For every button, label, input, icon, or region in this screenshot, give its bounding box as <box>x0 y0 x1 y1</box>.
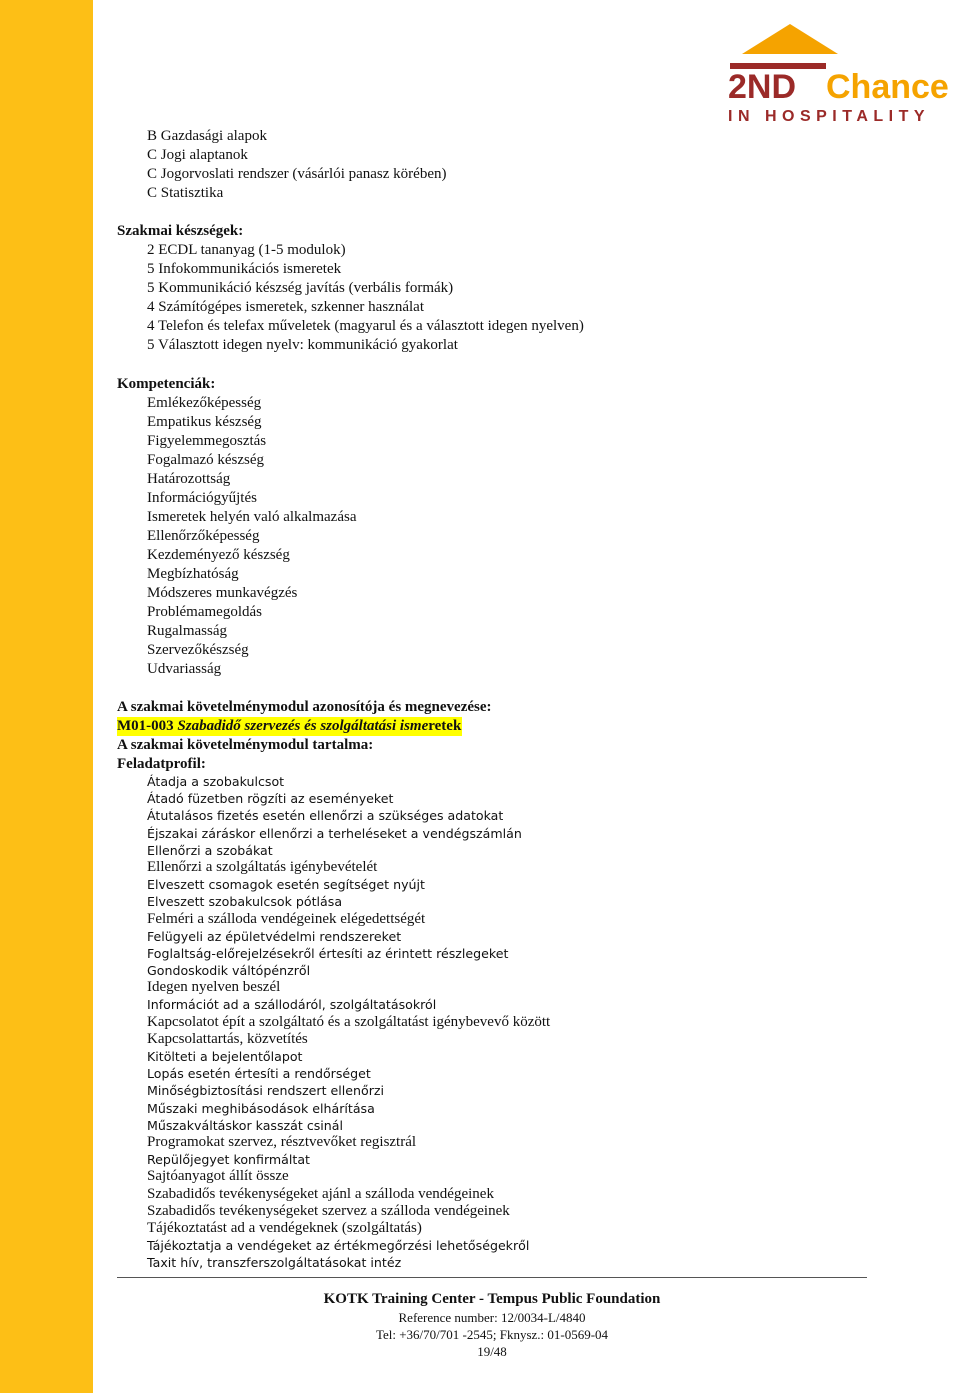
module-name-line <box>117 717 492 736</box>
roof-icon <box>742 24 838 54</box>
task-item: Tájékoztatja a vendégeket az értékmegőrzési lehetőségekről <box>147 1238 530 1254</box>
module-name-rest: retek <box>428 718 462 734</box>
task-item: Minőségbiztosítási rendszert ellenőrzi <box>147 1083 385 1099</box>
subject-item: C Jogi alaptanok <box>147 147 248 163</box>
task-item: Ellenőrzi a szobákat <box>147 842 273 858</box>
footer-divider <box>117 1277 867 1278</box>
competency-item: Információgyűjtés <box>147 490 257 506</box>
skill-item: 4 Telefon és telefax műveletek (magyarul és a választott idegen nyelven) <box>147 318 584 334</box>
task-item: Szabadidős tevékenységeket ajánl a szálloda vendégeinek <box>147 1185 494 1202</box>
skills-heading: Szakmai készségek: <box>117 223 244 239</box>
logo-2nd-text: 2ND <box>728 68 797 106</box>
task-item: Átadó füzetben rögzíti az eseményeket <box>147 791 394 807</box>
skill-item: 5 Választott idegen nyelv: kommunikáció gyakorlat <box>147 337 458 353</box>
module-code: M01-003 <box>117 718 174 734</box>
module-name-italic: Szabadidő szervezés és szolgáltatási isme <box>177 718 429 734</box>
task-item: Kapcsolatot épít a szolgáltató és a szolgáltatást igénybevevő között <box>147 1013 551 1030</box>
task-item: Átadja a szobakulcsot <box>147 774 285 789</box>
task-profile-heading: Feladatprofil: <box>117 756 206 772</box>
task-item: Átutalásos fizetés esetén ellenőrzi a szükséges adatokat <box>147 808 504 824</box>
page-number: 19/48 <box>477 1344 507 1359</box>
subject-item: B Gazdasági alapok <box>147 128 267 144</box>
subject-item: C Jogorvoslati rendszer (vásárlói panasz körében) <box>147 166 447 182</box>
task-item: Szabadidős tevékenységeket szervez a szálloda vendégeinek <box>147 1202 510 1219</box>
module-id-heading: A szakmai követelménymodul azonosítója és megnevezése: <box>117 699 492 715</box>
task-item: Sajtóanyagot állít össze <box>147 1168 289 1185</box>
page-footer <box>117 1290 867 1360</box>
competency-item: Problémamegoldás <box>147 604 262 620</box>
task-item: Idegen nyelven beszél <box>147 979 281 996</box>
skill-item: 4 Számítógépes ismeretek, szkenner használat <box>147 299 424 315</box>
left-accent-stripe <box>0 0 93 1393</box>
competency-item: Szervezőkészség <box>147 642 249 658</box>
competency-item: Módszeres munkavégzés <box>147 585 298 601</box>
module-content-heading: A szakmai követelménymodul tartalma: <box>117 737 374 753</box>
task-item: Elveszett csomagok esetén segítséget nyújt <box>147 877 425 893</box>
competencies-section <box>117 375 356 679</box>
skill-item: 5 Infokommunikációs ismeretek <box>147 261 342 277</box>
competency-item: Udvariasság <box>147 661 222 677</box>
task-item: Információt ad a szállodáról, szolgáltatásokról <box>147 997 437 1013</box>
task-item: Lopás esetén értesíti a rendőrséget <box>147 1066 371 1082</box>
task-item: Műszaki meghibásodások elhárítása <box>147 1100 375 1116</box>
competency-item: Kezdeményező készség <box>147 547 290 563</box>
footer-contact: Tel: +36/70/701 -2545; Fknysz.: 01-0569-04 <box>375 1327 609 1342</box>
competency-item: Ellenőrzőképesség <box>147 528 260 544</box>
task-item: Gondoskodik váltópénzről <box>147 963 311 979</box>
module-name-highlight <box>117 717 462 736</box>
task-item: Taxit hív, transzferszolgáltatásokat intéz <box>147 1255 402 1271</box>
task-item: Kitölteti a bejelentőlapot <box>147 1049 303 1064</box>
task-item: Elveszett szobakulcsok pótlása <box>147 894 343 910</box>
task-item: Tájékoztatást ad a vendégeknek (szolgáltatás) <box>147 1219 422 1236</box>
module-section <box>117 698 492 774</box>
task-item: Kapcsolattartás, közvetítés <box>147 1030 308 1047</box>
competency-item: Empatikus készség <box>147 414 262 430</box>
skill-item: 2 ECDL tananyag (1-5 modulok) <box>147 242 346 258</box>
task-item: Éjszakai záráskor ellenőrzi a terheléseket a vendégszámlán <box>147 825 522 841</box>
competency-item: Figyelemmegosztás <box>147 433 267 449</box>
competency-item: Rugalmasság <box>147 623 227 639</box>
competency-item: Emlékezőképesség <box>147 395 262 411</box>
task-item: Foglaltság-előrejelzésekről értesíti az érintett részlegeket <box>147 945 509 961</box>
task-item: Felméri a szálloda vendégeinek elégedettségét <box>147 910 426 927</box>
task-list <box>147 773 847 1271</box>
task-item: Repülőjegyet konfirmáltat <box>147 1152 310 1168</box>
task-item: Ellenőrzi a szolgáltatás igénybevételét <box>147 858 378 875</box>
footer-organization: KOTK Training Center - Tempus Public Foundation <box>323 1291 661 1307</box>
competency-item: Ismeretek helyén való alkalmazása <box>147 509 357 525</box>
logo-tagline-text: IN HOSPITALITY <box>728 108 931 125</box>
company-logo <box>720 22 958 126</box>
logo-chance-text: Chance <box>826 68 949 106</box>
competency-item: Megbízhatóság <box>147 566 239 582</box>
competency-item: Határozottság <box>147 471 231 487</box>
skills-section <box>117 222 584 355</box>
task-item: Felügyeli az épületvédelmi rendszereket <box>147 928 402 944</box>
subject-item: C Statisztika <box>147 185 224 201</box>
subjects-list <box>117 127 446 203</box>
footer-reference: Reference number: 12/0034-L/4840 <box>398 1310 586 1325</box>
task-item: Programokat szervez, résztvevőket regisztrál <box>147 1133 417 1150</box>
skill-item: 5 Kommunikáció készség javítás (verbális formák) <box>147 280 454 296</box>
task-item: Műszakváltáskor kasszát csinál <box>147 1117 344 1133</box>
competency-item: Fogalmazó készség <box>147 452 265 468</box>
competencies-heading: Kompetenciák: <box>117 376 216 392</box>
